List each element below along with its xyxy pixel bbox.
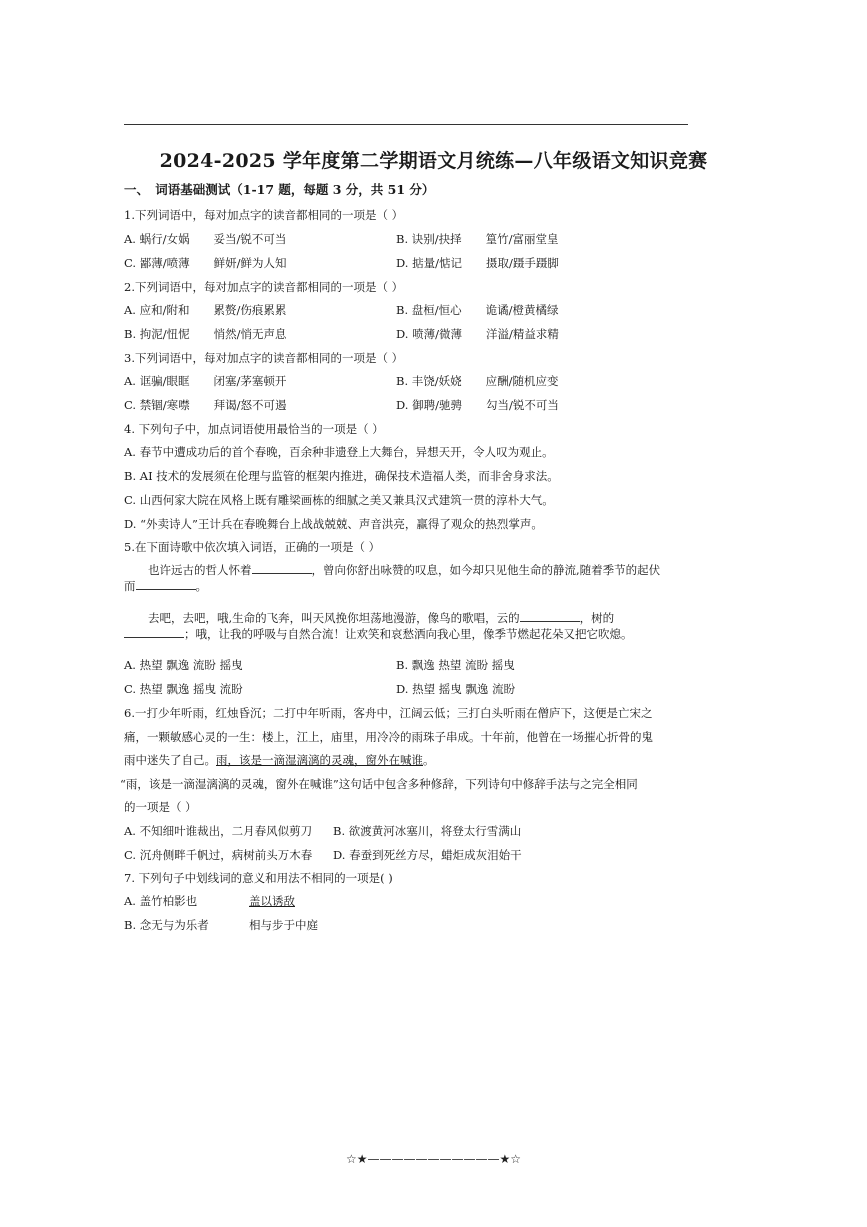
q6-option-d: D. 春蚕到死丝方尽，蜡炬成灰泪始干: [333, 848, 522, 862]
q7-option-a: A. 盖竹柏影也: [124, 894, 198, 908]
section-heading: 一、 词语基础测试（1-17 题，每题 3 分，共 51 分）: [124, 182, 435, 197]
q6-question-line-2: 的一项是（ ）: [124, 800, 197, 814]
q5-poem-stanza-2: 去吧，去吧，哦,生命的飞奔，叫天风挽你坦荡地漫游，像鸟的歌唱，云的 ，树的 ；哦，让我的呼吸与自然合流！让欢笑和哀愁洒向我心里，像季节燃起花朵又把它吹熄。: [124, 610, 712, 642]
q1-option-b: B. 诀别/抉择 篁竹/富丽堂皇: [396, 232, 559, 246]
footer-ornament: ☆★———————————★☆: [345, 1152, 522, 1166]
q7-option-a-pair: 盖以诱敌: [249, 894, 295, 908]
q6-passage-line-2: 痛，一颗敏感心灵的一生：楼上，江上，庙里，用冷冷的雨珠子串成。十年前，他曾在一场摧心折骨的鬼: [124, 730, 653, 744]
q5-option-d: D. 热望 摇曳 飘逸 流盼: [396, 682, 516, 696]
q2-stem: 2.下列词语中，每对加点字的读音都相同的一项是（ ）: [124, 280, 404, 294]
q6-passage-line-1: 6.一打少年听雨，红烛昏沉；二打中年听雨，客舟中，江阔云低；三打白头听雨在僧庐下，这便是亡宋之: [124, 706, 653, 720]
page-title: 2024-2025 学年度第二学期语文月统练—八年级语文知识竞赛: [159, 150, 708, 172]
q4-option-c: C. 山西何家大院在风格上既有雕梁画栋的细腻之美又兼具汉式建筑一贯的淳朴大气。: [124, 493, 554, 507]
q2-option-b: B. 盘桓/恒心 诡谲/橙黄橘绿: [396, 303, 559, 317]
q1-option-d: D. 掂量/惦记 摄取/蹑手蹑脚: [396, 256, 559, 270]
q5-option-b: B. 飘逸 热望 流盼 摇曳: [396, 658, 515, 672]
q5-option-a: A. 热望 飘逸 流盼 摇曳: [124, 658, 243, 672]
q6-question-line-1: “雨，该是一滴湿漓漓的灵魂，窗外在喊谁”这句话中包含多种修辞，下列诗句中修辞手法与之完全相同: [120, 777, 638, 791]
q3-option-c: C. 禁锢/寒噤 拜谒/怒不可遏: [124, 398, 287, 412]
q5-stem: 5.在下面诗歌中依次填入词语，正确的一项是（ ）: [124, 540, 381, 554]
q2-option-c: B. 拘泥/忸怩 悄然/悄无声息: [124, 327, 287, 341]
q3-option-d: D. 御聘/驰骋 勾当/锐不可当: [396, 398, 559, 412]
q1-option-a: A. 蜗行/女娲 妥当/锐不可当: [124, 232, 287, 246]
q4-stem: 4. 下列句子中，加点词语使用最恰当的一项是（ ）: [124, 422, 384, 436]
q7-option-b-pair: 相与步于中庭: [249, 918, 318, 932]
q6-option-b: B. 欲渡黄河冰塞川，将登太行雪满山: [333, 824, 522, 838]
q2-option-a: A. 应和/附和 累赘/伤痕累累: [124, 303, 287, 317]
q6-option-c: C. 沉舟侧畔千帆过，病树前头万木春: [124, 848, 313, 862]
q3-option-b: B. 丰饶/妖娆 应酬/随机应变: [396, 374, 559, 388]
q4-option-d: D. “外卖诗人”王计兵在春晚舞台上战战兢兢、声音洪亮，赢得了观众的热烈掌声。: [124, 517, 543, 531]
q1-option-c: C. 鄙薄/喷薄 鲜妍/鲜为人知: [124, 256, 287, 270]
q3-stem: 3.下列词语中，每对加点字的读音都相同的一项是（ ）: [124, 351, 404, 365]
top-rule: [124, 124, 688, 125]
q5-option-c: C. 热望 飘逸 摇曳 流盼: [124, 682, 243, 696]
q6-option-a: A. 不知细叶谁裁出，二月春风似剪刀: [124, 824, 313, 838]
q3-option-a: A. 诓骗/眼眶 闭塞/茅塞顿开: [124, 374, 287, 388]
q4-option-b: B. AI 技术的发展须在伦理与监管的框架内推进，确保技术造福人类，而非舍身求法。: [124, 469, 559, 483]
q7-option-b: B. 念无与为乐者: [124, 918, 209, 932]
q5-poem-stanza-1: 也许远古的哲人怀着 ，曾向你舒出咏赞的叹息，如今却只见他生命的静流,随着季节的起伏 而 。: [124, 563, 661, 593]
q7-stem: 7. 下列句子中划线词的意义和用法不相同的一项是( ): [124, 871, 393, 885]
q4-option-a: A. 春节中遭成功后的首个春晚，百余种非遗登上大舞台，异想天开，令人叹为观止。: [124, 445, 554, 459]
q2-option-d: D. 喷薄/微薄 洋溢/精益求精: [396, 327, 559, 341]
q6-passage-line-3: 雨中迷失了自己。雨，该是一滴湿漓漓的灵魂，窗外在喊谁。: [124, 753, 435, 767]
q1-stem: 1.下列词语中，每对加点字的读音都相同的一项是（ ）: [124, 208, 404, 222]
